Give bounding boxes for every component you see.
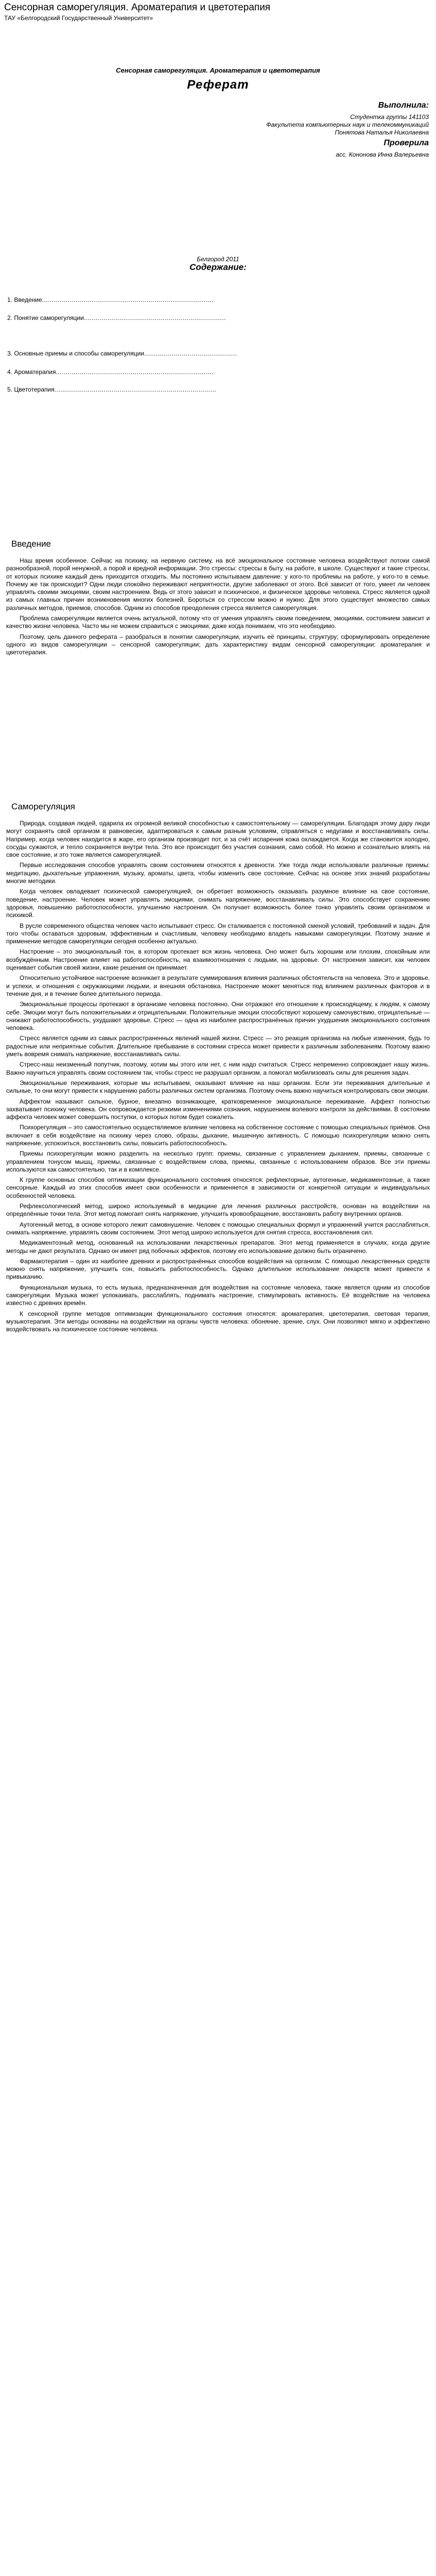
intro-paragraph: Проблема саморегуляции является очень актуальной, потому что от умения управлять своим поведением, эмоциями, состоянием зависит и качество жизни человека. Часто мы не можем справиться с эмоциями, даже когда понимаем, что это необходимо. <box>6 615 430 630</box>
body-paragraph: Первые исследования способов управлять своим состоянием относятся к древности. Уже тогда люди использовали различные приемы: медитацию, дыхательные упражнения, музыку, ароматы, цвета, чтобы изменить свое состояние. Сейчас на основе этих знаний разработаны многие методики. <box>6 861 430 885</box>
body-paragraph: К группе основных способов оптимизации функционального состояния относятся: рефлекторные, аутогенные, медикаментозные, а также сенсорные. Каждый из этих способов имеет свои особенности и применяется в зависимости от конкретной ситуации и индивидуальных особенностей человека. <box>6 1176 430 1199</box>
body-paragraph: В русле современного общества человек часто испытывает стресс. Он сталкивается с постоянной сменой условий, требований и задач. Для того чтобы оставаться здоровым, эффективным и счастливым, человеку необходимо владеть навыками саморегуляции. Поэтому знание и применение методов саморегуляции сегодня особенно актуально. <box>6 922 430 945</box>
page-title: Сенсорная саморегуляция. Ароматерапия и цветотерапия <box>4 2 271 13</box>
intro-heading: Введение <box>11 539 51 549</box>
performed-label: Выполнила: <box>378 101 429 110</box>
body-paragraph: Стресс является одним из самых распространенных явлений нашей жизни. Стресс — это реакция организма на любые изменения, будь то радостные или неприятные события. Длительное пребывание в состоянии стресса может привести к различным заболеваниям. Поэтому важно уметь вовремя снимать напряжение, восстанавливать силы. <box>6 1035 430 1058</box>
publisher-line: ТАУ «Белгородский Государственный Университет» <box>4 14 153 22</box>
self-regulation-section <box>0 801 436 1334</box>
toc-item: 1. Введение....................................................................................... <box>7 296 214 303</box>
body-paragraph: Эмоциональные переживания, которые мы испытываем, оказывают влияние на наш организм. Если эти переживания длительные и сильные, то они могут привести к нарушению работы различных систем организма. Поэтому очень важно научиться контролировать свои эмоции. <box>6 1079 430 1095</box>
checked-label: Проверила <box>383 139 429 147</box>
toc-item: 3. Основные приемы и способы саморегуляции............................................... <box>7 350 237 357</box>
toc-item: 2. Понятие саморегуляции........................................................................ <box>7 314 226 321</box>
body-paragraph: Настроение – это эмоциональный тон, в котором протекает вся жизнь человека. Оно может быть хорошим или плохим, спокойным или возбуждённым. Настроение влияет на работоспособность, на взаимоотношения с людьми, на здоровье. От настроения зависит, как человек оценивает события своей жизни, какие решения он принимает. <box>6 948 430 972</box>
toc-item: 4. Ароматерапия................................................................................ <box>7 368 214 376</box>
body-paragraph: Относительно устойчивое настроение возникает в результате суммирования влияния различных обстоятельств на человека. Это и здоровье, и успехи, и отношения с окружающими людьми, и внешняя обстановка. Настроение может меняться под влиянием различных факторов и в течение дня, и в течение более длительного периода. <box>6 974 430 997</box>
student-name: Понятова Наталья Николаевна <box>335 129 429 136</box>
body-paragraph: Фармакотерапия – один из наиболее древних и распространённых способов воздействия на организм. С помощью лекарственных средств можно снять напряжение, улучшить сон, повысить работоспособность. Однако длительное использование лекарств может привести к привыканию. <box>6 1257 430 1281</box>
body-paragraph: Эмоциональные процессы протекают в организме человека постоянно. Они отражают его отношение к происходящему, к людям, к самому себе. Эмоции могут быть положительными и отрицательными. Положительные эмоции способствуют хорошему самочувствию, отрицательные — снижают работоспособность, ухудшают здоровье. Стресс — одна из наиболее распространённых причин ухудшения эмоционального состояния человека. <box>6 1001 430 1032</box>
body-paragraph: Медикаментозный метод, основанный на использовании лекарственных препаратов. Этот метод применяется в случаях, когда другие методы не дают результата. Однако он имеет ряд побочных эффектов, поэтому его использование должно быть ограничено. <box>6 1239 430 1255</box>
intro-paragraph: Наш время особенное. Сейчас на психику, на нервную систему, на всё эмоциональное состояние человека воздействуют потоки самой разнообразной, порой ненужной, а порой и вредной информации. Это стрессы: стрессы в быту, на работе, в школе. Существуют и такие стрессы, от которых психике каждый день приходится отходить. Мы постоянно испытываем давление: у кого-то проблемы на работе, у кого-то в семье. Почему же так происходит? Одни люди спокойно переживают неприятности, другие заболевают от этого. Всё зависит от того, умеет ли человек управлять своими эмоциями, своим настроением. Ведь от этого зависит и психическое, и физическое здоровье человека. Стресс является одной из самых главных причин возникновения многих болезней. Бороться со стрессом можно и нужно. Для этого существует множество самых различных методов, приемов, способов. Одним из способов преодоления стресса является саморегуляция. <box>6 557 430 612</box>
student-group: Студентка группы 141103 <box>350 113 429 121</box>
intro-section <box>0 538 436 657</box>
intro-paragraph: Поэтому, цель данного реферата – разобраться в понятии саморегуляции, изучить её принципы, структуру; сформулировать определение одного из видов саморегуляции – сенсорной саморегуляции; дать характеристику видам сенсорной саморегуляции: ароматерапия и цветотерапия. <box>6 633 430 656</box>
body-paragraph: Стресс-наш неизменный попутчик, поэтому, хотим мы этого или нет, с ним надо считаться. Стресс непременно сопровождает нашу жизнь. Важно научиться управлять своим состоянием так, чтобы стресс не разрушал организм, а помогал мобилизовать силы для решения задач. <box>6 1061 430 1076</box>
title-page-header: Сенсорная саморегуляция. Ароматерапия и цветотерапия <box>116 66 320 74</box>
toc-item: 5. Цветотерапия.................................................................................. <box>7 386 216 393</box>
body-paragraph: Функциональная музыка, то есть музыка, предназначенная для воздействия на состояние человека, также является одним из способов саморегуляции. Музыка может успокаивать, расслаблять, поднимать настроение, стимулировать активность. Её воздействие на человека известно с древних времён. <box>6 1283 430 1307</box>
checker-name: асс. Кононова Инна Валерьевна <box>336 151 429 158</box>
body-paragraph: Приемы психорегуляции можно разделить на несколько групп: приемы, связанные с управлением дыханием, приемы, связанные с управлением тонусом мышц, приемы, связанные с воздействием слова, приемы, связанные с использованием образов. Все эти приемы используются как самостоятельно, так и в комплексе. <box>6 1150 430 1173</box>
document-type: Реферат <box>187 78 249 92</box>
title-page <box>0 22 436 857</box>
city-year: Белгород 2011 <box>197 256 239 263</box>
student-faculty: Факультета компьютерных наук и телекоммуникаций <box>266 121 429 128</box>
body-paragraph: К сенсорной группе методов оптимизации функционального состояния относятся: ароматерапия, цветотерапия, световая терапия, музыкотерапия. Эти методы основаны на воздействии на органы чувств человека: обоняние, зрение, слух. Они позволяют мягко и эффективно воздействовать на психическое состояние человека. <box>6 1310 430 1333</box>
body-paragraph: Аутогенный метод, в основе которого лежит самовнушение. Человек с помощью специальных формул и упражнений учится расслабляться, снимать напряжение, управлять своим состоянием. Этот метод широко используется для снятия стресса, восстановления сил. <box>6 1221 430 1236</box>
body-paragraph: Когда человек овладевает психической саморегуляцией, он обретает возможность оказывать разумное влияние на свое состояние, поведение, настроение. Человек может управлять эмоциями, снимать напряжение, восстанавливать силы. Это способствует сохранению здоровья, повышению работоспособности, улучшению настроения. Он получает возможность более тонко управлять своим организмом и психикой. <box>6 888 430 919</box>
body-paragraph: Психорегуляция – это самостоятельно осуществляемое влияние человека на собственное состояние с помощью специальных приёмов. Она включает в себя воздействие на психику через слово, образы, дыхание, мышечную активность. С помощью психорегуляции можно снять напряжение, успокоиться, восстановить силы, повысить работоспособность. <box>6 1124 430 1147</box>
body-paragraph: Рефлексологический метод, широко используемый в медицине для лечения различных расстройств, основан на воздействии на определённые точки тела. Этот метод помогает снять напряжение, улучшить кровообращение, восстановить работу внутренних органов. <box>6 1202 430 1218</box>
toc-title: Содержание: <box>189 262 247 272</box>
body-paragraph: Аффектом называют сильное, бурное, внезапно возникающее, кратковременное эмоциональное переживание. Аффект полностью захватывает психику человека. Он сопровождается резкими изменениями сознания, нарушением волевого контроля за действиями. В состоянии аффекта человек может совершить поступки, о которых потом будет сожалеть. <box>6 1097 430 1121</box>
body-paragraph: Природа, создавая людей, одарила их огромной великой способностью к самостоятельному — саморегуляции. Благодаря этому дару люди могут сохранять свой организм в равновесии, адаптироваться к самым разным условиям, справляться с недугами и восстанавливать силы. Например, когда человек находится в жаре, его организм производит пот, и за счёт испарения кожа охлаждается. Когда же становится холодно, сосуды сужаются, и тепло сохраняется внутри тела. Это все происходит без участия сознания, само собой. Но можно и сознательно влиять на свое состояние, и это тоже является саморегуляцией. <box>6 820 430 859</box>
self-regulation-heading: Саморегуляция <box>11 802 75 811</box>
